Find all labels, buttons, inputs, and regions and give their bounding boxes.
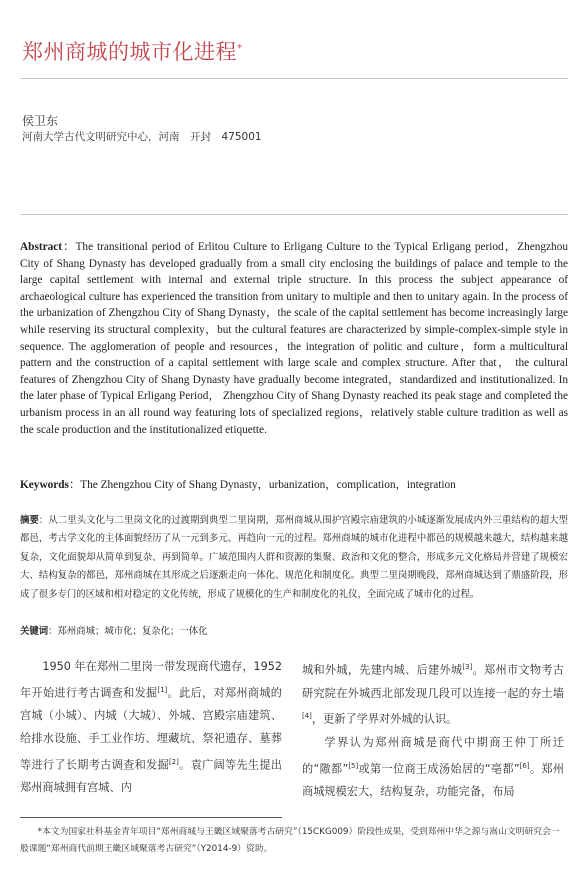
title-divider: [20, 78, 568, 79]
keywords-cn-text: ：郑州商城；城市化；复杂化；一体化: [48, 626, 208, 637]
body-text: 城和外城，先建内城、后建外城: [302, 663, 463, 677]
body-text: 。袁广阔等先生提出郑州商城拥有宫城、内: [20, 758, 282, 795]
citation-ref: [3]: [462, 663, 473, 671]
keywords-en-text: ：The Zhengzhou City of Shang Dynasty，urbanization，complication，integration: [68, 479, 456, 491]
body-paragraph: [20, 656, 282, 800]
abstract-en-label: Abstract: [20, 241, 63, 253]
citation-ref: [5]: [348, 761, 359, 770]
body-text: ，更新了学界对外城的认识。: [311, 713, 458, 727]
abstract-english: [20, 239, 568, 438]
citation-ref: [4]: [302, 712, 312, 721]
citation-ref: [6]: [519, 761, 530, 770]
article-title: [22, 36, 243, 66]
abstract-en-text: ：The transitional period of Erlitou Culture to Erligang Culture to the Typical Erligang period，Zhengzhou City of Shang Dynasty has developed gradually from a small city enclosing the buildings of palace and temple to the large capital settlement with internal and external triple structure. In this process the subject appearance of archaeological culture has experienced the transition from unitary to multiple and then to unitary again. In the process of the urbanization of Zhengzhou City of Shang Dynasty，the scale of the capital settlement has become increasingly large while reserving its structural complexity，but the cultural features are characterized by simple-complex-simple style in sequence. The agglomeration of people and resources，the integration of politic and culture，form a multicultural pattern and the construction of a capital settlement with large scale and complex structure. After that， the cultural features of Zhengzhou City of Shang Dynasty have gradually become integrated，standardized and institutionalized. In the later phase of Typical Erligang Period， Zhengzhou City of Shang Dynasty reached its peak stage and completed the urbanism process in an all round way featuring lots of specialized regions，relatively stable culture tradition as well as the scale production and the institutionalized etiquette.: [20, 241, 568, 436]
keywords-cn-label: 关键词: [20, 626, 49, 637]
author-affiliation: 河南大学古代文明研究中心，河南 开封 475001: [22, 131, 262, 143]
header-divider: [20, 214, 568, 215]
body-text: 1950 年在郑州二里岗一带发现商代遗存，1952年开始进行考古调查和发掘: [20, 660, 282, 700]
footnote-divider: [20, 817, 282, 818]
title-text: 郑州商城的城市化进程: [22, 40, 237, 64]
citation-ref: [2]: [168, 757, 179, 766]
citation-ref: [1]: [157, 685, 168, 694]
keywords-english: [20, 477, 568, 493]
abstract-chinese: [20, 512, 568, 604]
body-text: 。郑州市文物考古研究院在外城西北部发现几段可以连接一起的夯土墙: [302, 663, 564, 700]
body-text: 。郑州商城规模宏大，结构复杂，功能完备，布局: [302, 762, 564, 799]
body-text: 学界认为郑州商城是商代中期商王仲丁所迁的“隞都”: [302, 735, 564, 776]
body-paragraph: [302, 656, 564, 732]
funding-footnote: *本文为国家社科基金青年项目“郑州商城与王畿区域聚落考古研究”（15CKG009）阶段性成果，受到郑州中华之源与嵩山文明研究会一般课题“郑州商代前期王畿区域聚落考古研究”（Y2014-9）资助。: [20, 827, 560, 854]
keywords-en-label: Keywords: [20, 479, 69, 491]
abstract-cn-label: 摘要: [20, 515, 39, 526]
title-footnote-mark: *: [237, 43, 243, 54]
body-text: 。此后，对郑州商城的宫城（小城）、内城（大城）、外城、宫殿宗庙建筑、给排水设施、手工业作坊、埋藏坑、祭祀遗存、墓葬等进行了长期考古调查和发掘: [20, 686, 282, 772]
body-text: 或第一位商王成汤始居的“亳都”: [358, 762, 520, 776]
body-column-right: [302, 656, 564, 804]
abstract-cn-text: ：从二里头文化与二里岗文化的过渡期到典型二里岗期，郑州商城从围护宫殿宗庙建筑的小城逐渐发展成内外三重结构的超大型都邑，考古学文化的主体面貌经历了从一元到多元、再趋向一元的过程。郑州商城的城市化进程中都邑的规模越来越大，结构越来越复杂，文化面貌却从简单到复杂、再到简单。广域范围内人群和资源的集聚、政治和文化的整合，形成多元文化格局并营建了规模宏大、结构复杂的都邑，郑州商城在其形成之后逐渐走向一体化、规范化和制度化。典型二里岗期晚段，郑州商城达到了鼎盛阶段，形成了很多专门的区域和相对稳定的文化传统，形成了规模化的生产和制度化的礼仪，全面完成了城市化的过程。: [20, 515, 568, 600]
keywords-chinese: [20, 623, 568, 641]
body-paragraph: [302, 732, 564, 804]
body-column-left: [20, 656, 282, 800]
author-name: 侯卫东: [22, 114, 59, 128]
